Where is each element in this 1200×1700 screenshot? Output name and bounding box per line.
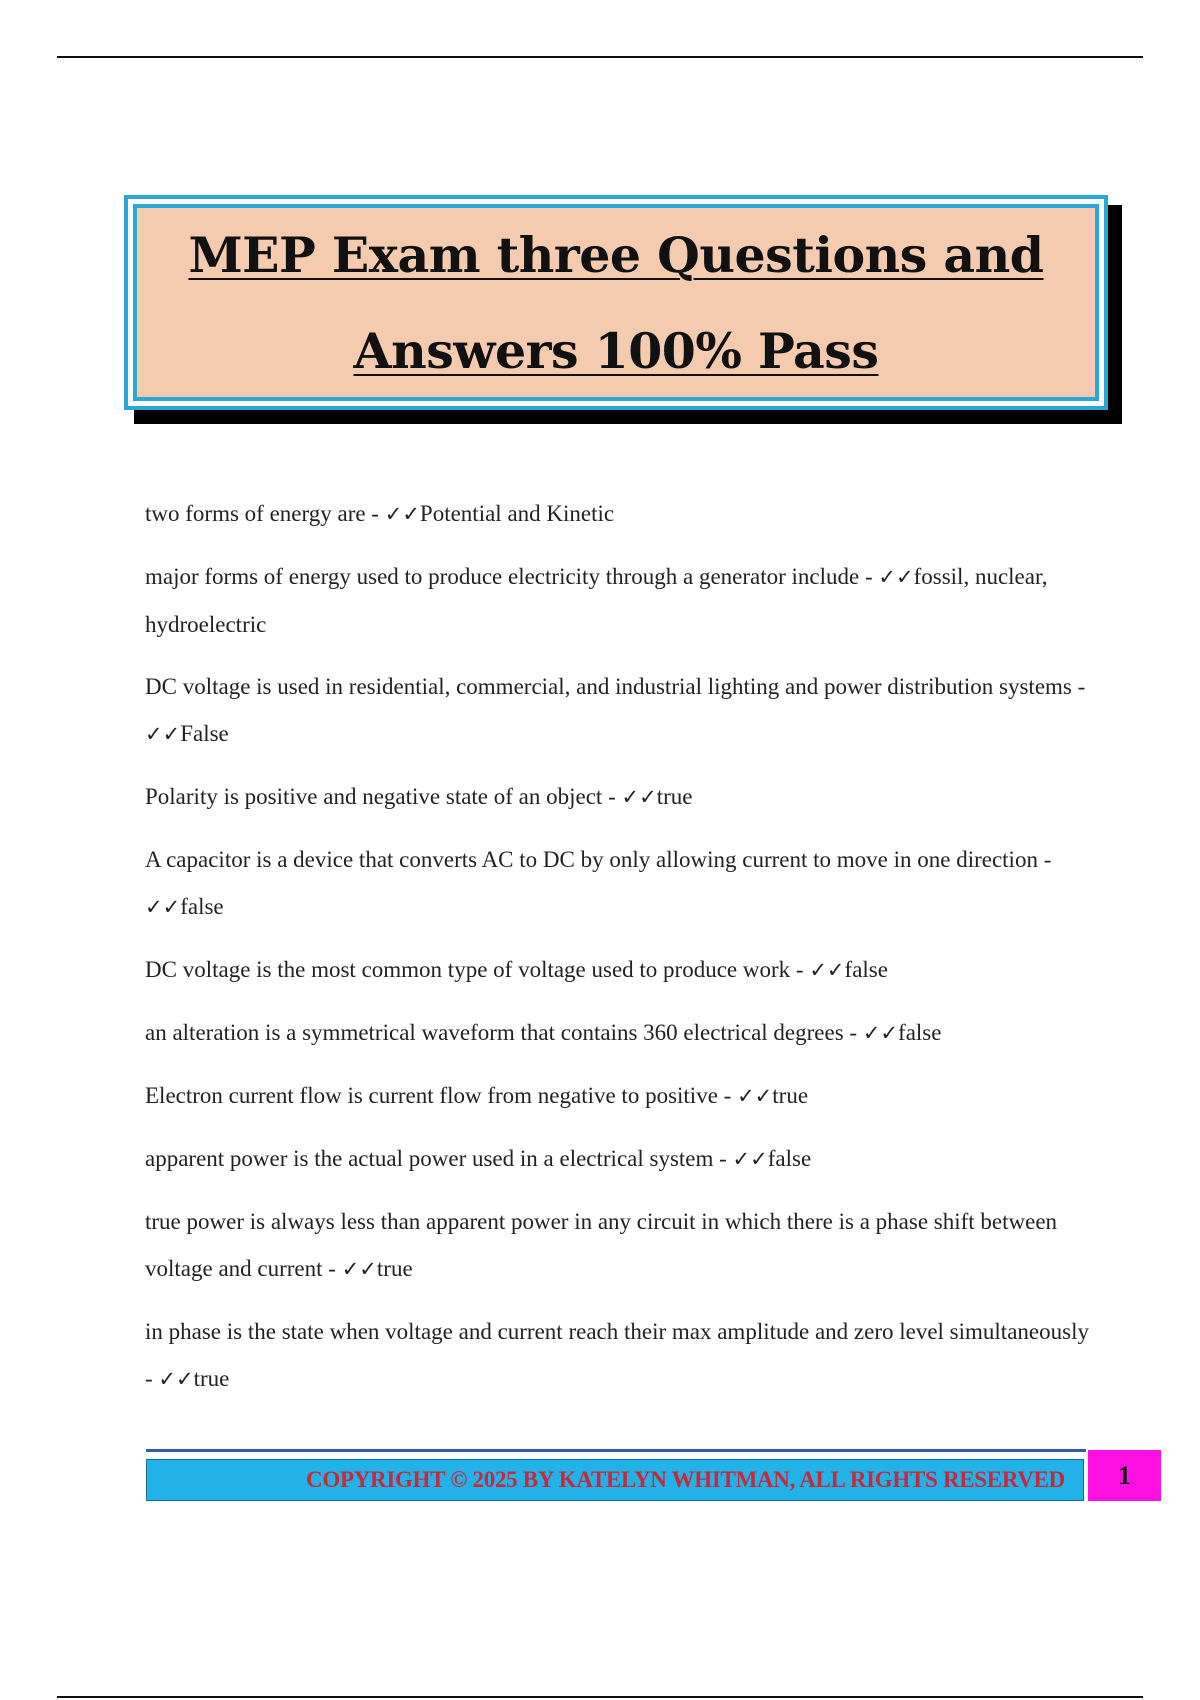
qa-item — [145, 946, 1095, 994]
question-text: an alteration is a symmetrical waveform that contains 360 electrical degrees - — [145, 1020, 863, 1045]
answer-text: Potential and Kinetic — [419, 501, 615, 526]
answer-text: false — [767, 1146, 812, 1171]
top-rule — [57, 56, 1143, 58]
bottom-rule — [57, 1696, 1143, 1698]
double-check-icon: ✓✓ — [878, 565, 914, 589]
double-check-icon: ✓✓ — [737, 1084, 773, 1108]
qa-item — [145, 836, 1095, 931]
answer-text: false — [898, 1020, 942, 1045]
qa-list — [145, 490, 1095, 1418]
answer-text: true — [193, 1366, 230, 1391]
qa-item — [145, 1009, 1095, 1057]
title-line-2: Answers 100% Pass — [353, 321, 879, 380]
page-number-box — [1088, 1450, 1161, 1501]
double-check-icon: ✓✓ — [621, 785, 657, 809]
answer-text: true — [376, 1256, 413, 1281]
double-check-icon: ✓✓ — [862, 1021, 899, 1045]
footer-bar — [146, 1459, 1084, 1501]
question-text: in phase is the state when voltage and current reach their max amplitude and zero level simultaneously - — [145, 1319, 1089, 1391]
qa-item — [145, 1198, 1095, 1293]
footer-divider — [146, 1449, 1086, 1452]
qa-item — [145, 553, 1095, 648]
question-text: DC voltage is used in residential, commercial, and industrial lighting and power distribution systems - — [145, 674, 1086, 699]
question-text: true power is always less than apparent power in any circuit in which there is a phase shift between voltage and current - — [145, 1209, 1058, 1281]
question-text: apparent power is the actual power used in a electrical system - — [145, 1146, 733, 1171]
double-check-icon: ✓✓ — [341, 1257, 377, 1281]
answer-text: fossil, nuclear, hydroelectric — [145, 564, 1048, 637]
qa-item — [145, 490, 1095, 538]
answer-text: true — [656, 784, 693, 809]
double-check-icon: ✓✓ — [145, 722, 181, 746]
qa-item — [145, 773, 1095, 821]
page-number: 1 — [1118, 1460, 1131, 1490]
qa-item — [145, 1072, 1095, 1120]
copyright-notice: COPYRIGHT © 2025 BY KATELYN WHITMAN, ALL RIGHTS RESERVED — [306, 1467, 1065, 1492]
qa-item — [145, 1308, 1095, 1403]
question-text: Electron current flow is current flow from negative to positive - — [145, 1083, 738, 1108]
answer-text: False — [180, 721, 229, 746]
answer-text: false — [180, 894, 224, 919]
title-line-1: MEP Exam three Questions and — [188, 225, 1044, 284]
qa-item — [145, 1135, 1095, 1183]
double-check-icon: ✓✓ — [384, 502, 420, 526]
double-check-icon: ✓✓ — [732, 1147, 768, 1171]
answer-text: true — [772, 1083, 809, 1108]
title-box-inner — [133, 204, 1099, 401]
question-text: Polarity is positive and negative state of an object - — [145, 784, 622, 809]
question-text: DC voltage is the most common type of voltage used to produce work - — [145, 957, 810, 982]
double-check-icon: ✓✓ — [809, 958, 845, 982]
question-text: major forms of energy used to produce electricity through a generator include - — [145, 564, 879, 589]
title-box — [124, 195, 1108, 410]
qa-item — [145, 663, 1095, 758]
question-text: A capacitor is a device that converts AC to DC by only allowing current to move in one direction - — [145, 847, 1052, 872]
question-text: two forms of energy are - — [145, 501, 385, 526]
double-check-icon: ✓✓ — [158, 1367, 194, 1391]
double-check-icon: ✓✓ — [145, 895, 181, 919]
answer-text: false — [844, 957, 888, 982]
